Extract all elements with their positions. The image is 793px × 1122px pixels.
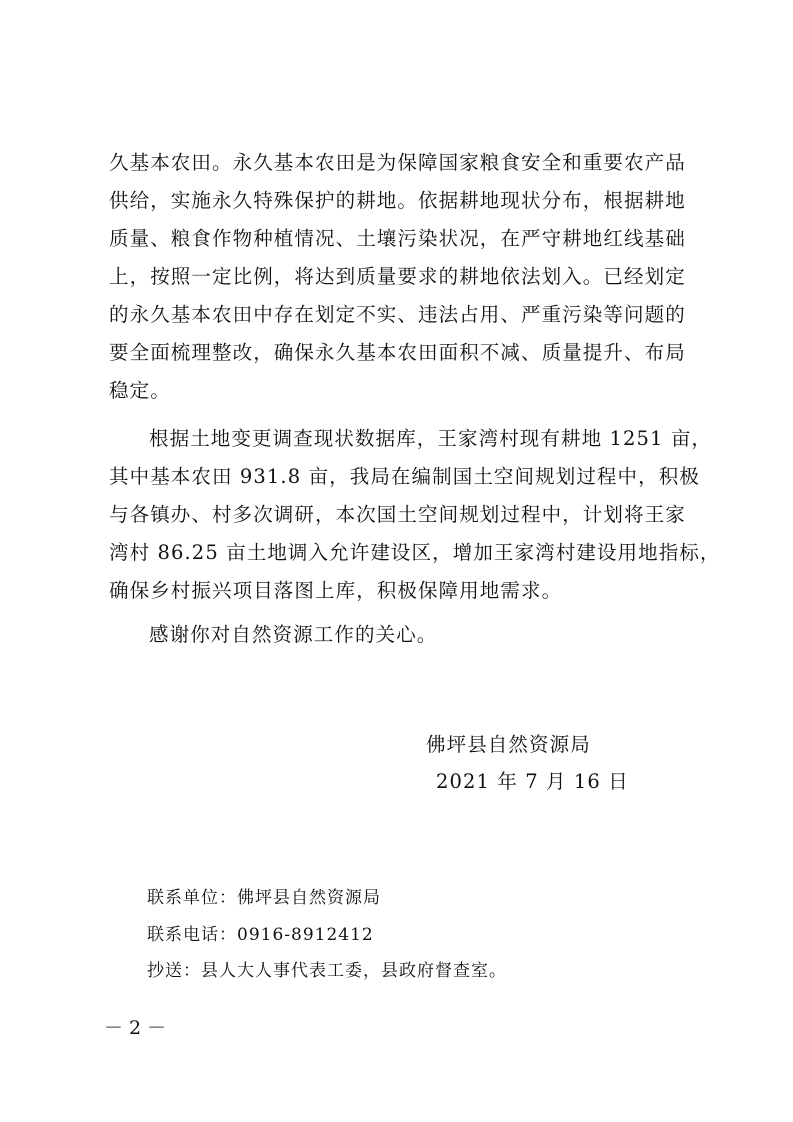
body-line: 上，按照一定比例，将达到质量要求的耕地依法划入。已经划定 — [109, 265, 686, 288]
body-line: 湾村 86.25 亩土地调入允许建设区，增加王家湾村建设用地指标， — [109, 541, 721, 564]
body-line: 的永久基本农田中存在划定不实、违法占用、严重污染等问题的 — [109, 303, 686, 326]
closing-line: 感谢你对自然资源工作的关心。 — [149, 623, 438, 646]
body-line: 要全面梳理整改，确保永久基本农田面积不减、质量提升、布局 — [109, 341, 686, 364]
body-line: 久基本农田。永久基本农田是为保障国家粮食安全和重要农产品 — [109, 151, 686, 174]
body-line: 其中基本农田 931.8 亩，我局在编制国土空间规划过程中，积极 — [109, 465, 700, 488]
body-line: 稳定。 — [109, 379, 171, 402]
body-line: 质量、粮食作物种植情况、土壤污染状况，在严守耕地红线基础 — [109, 227, 686, 250]
page-number: － 2 － — [104, 1017, 167, 1039]
signature-organization: 佛坪县自然资源局 — [426, 733, 591, 756]
signature-date: 2021 年 7 月 16 日 — [436, 770, 629, 793]
body-line: 与各镇办、村多次调研，本次国土空间规划过程中，计划将王家 — [109, 503, 686, 526]
body-line: 确保乡村振兴项目落图上库，积极保障用地需求。 — [109, 579, 563, 602]
contact-phone: 联系电话：0916-8912412 — [147, 925, 374, 945]
body-line: 供给，实施永久特殊保护的耕地。依据耕地现状分布，根据耕地 — [109, 189, 686, 212]
contact-unit: 联系单位：佛坪县自然资源局 — [147, 888, 381, 908]
body-line: 根据土地变更调查现状数据库，王家湾村现有耕地 1251 亩， — [149, 427, 713, 450]
cc-recipients: 抄送：县人大人事代表工委，县政府督查室。 — [147, 961, 507, 981]
